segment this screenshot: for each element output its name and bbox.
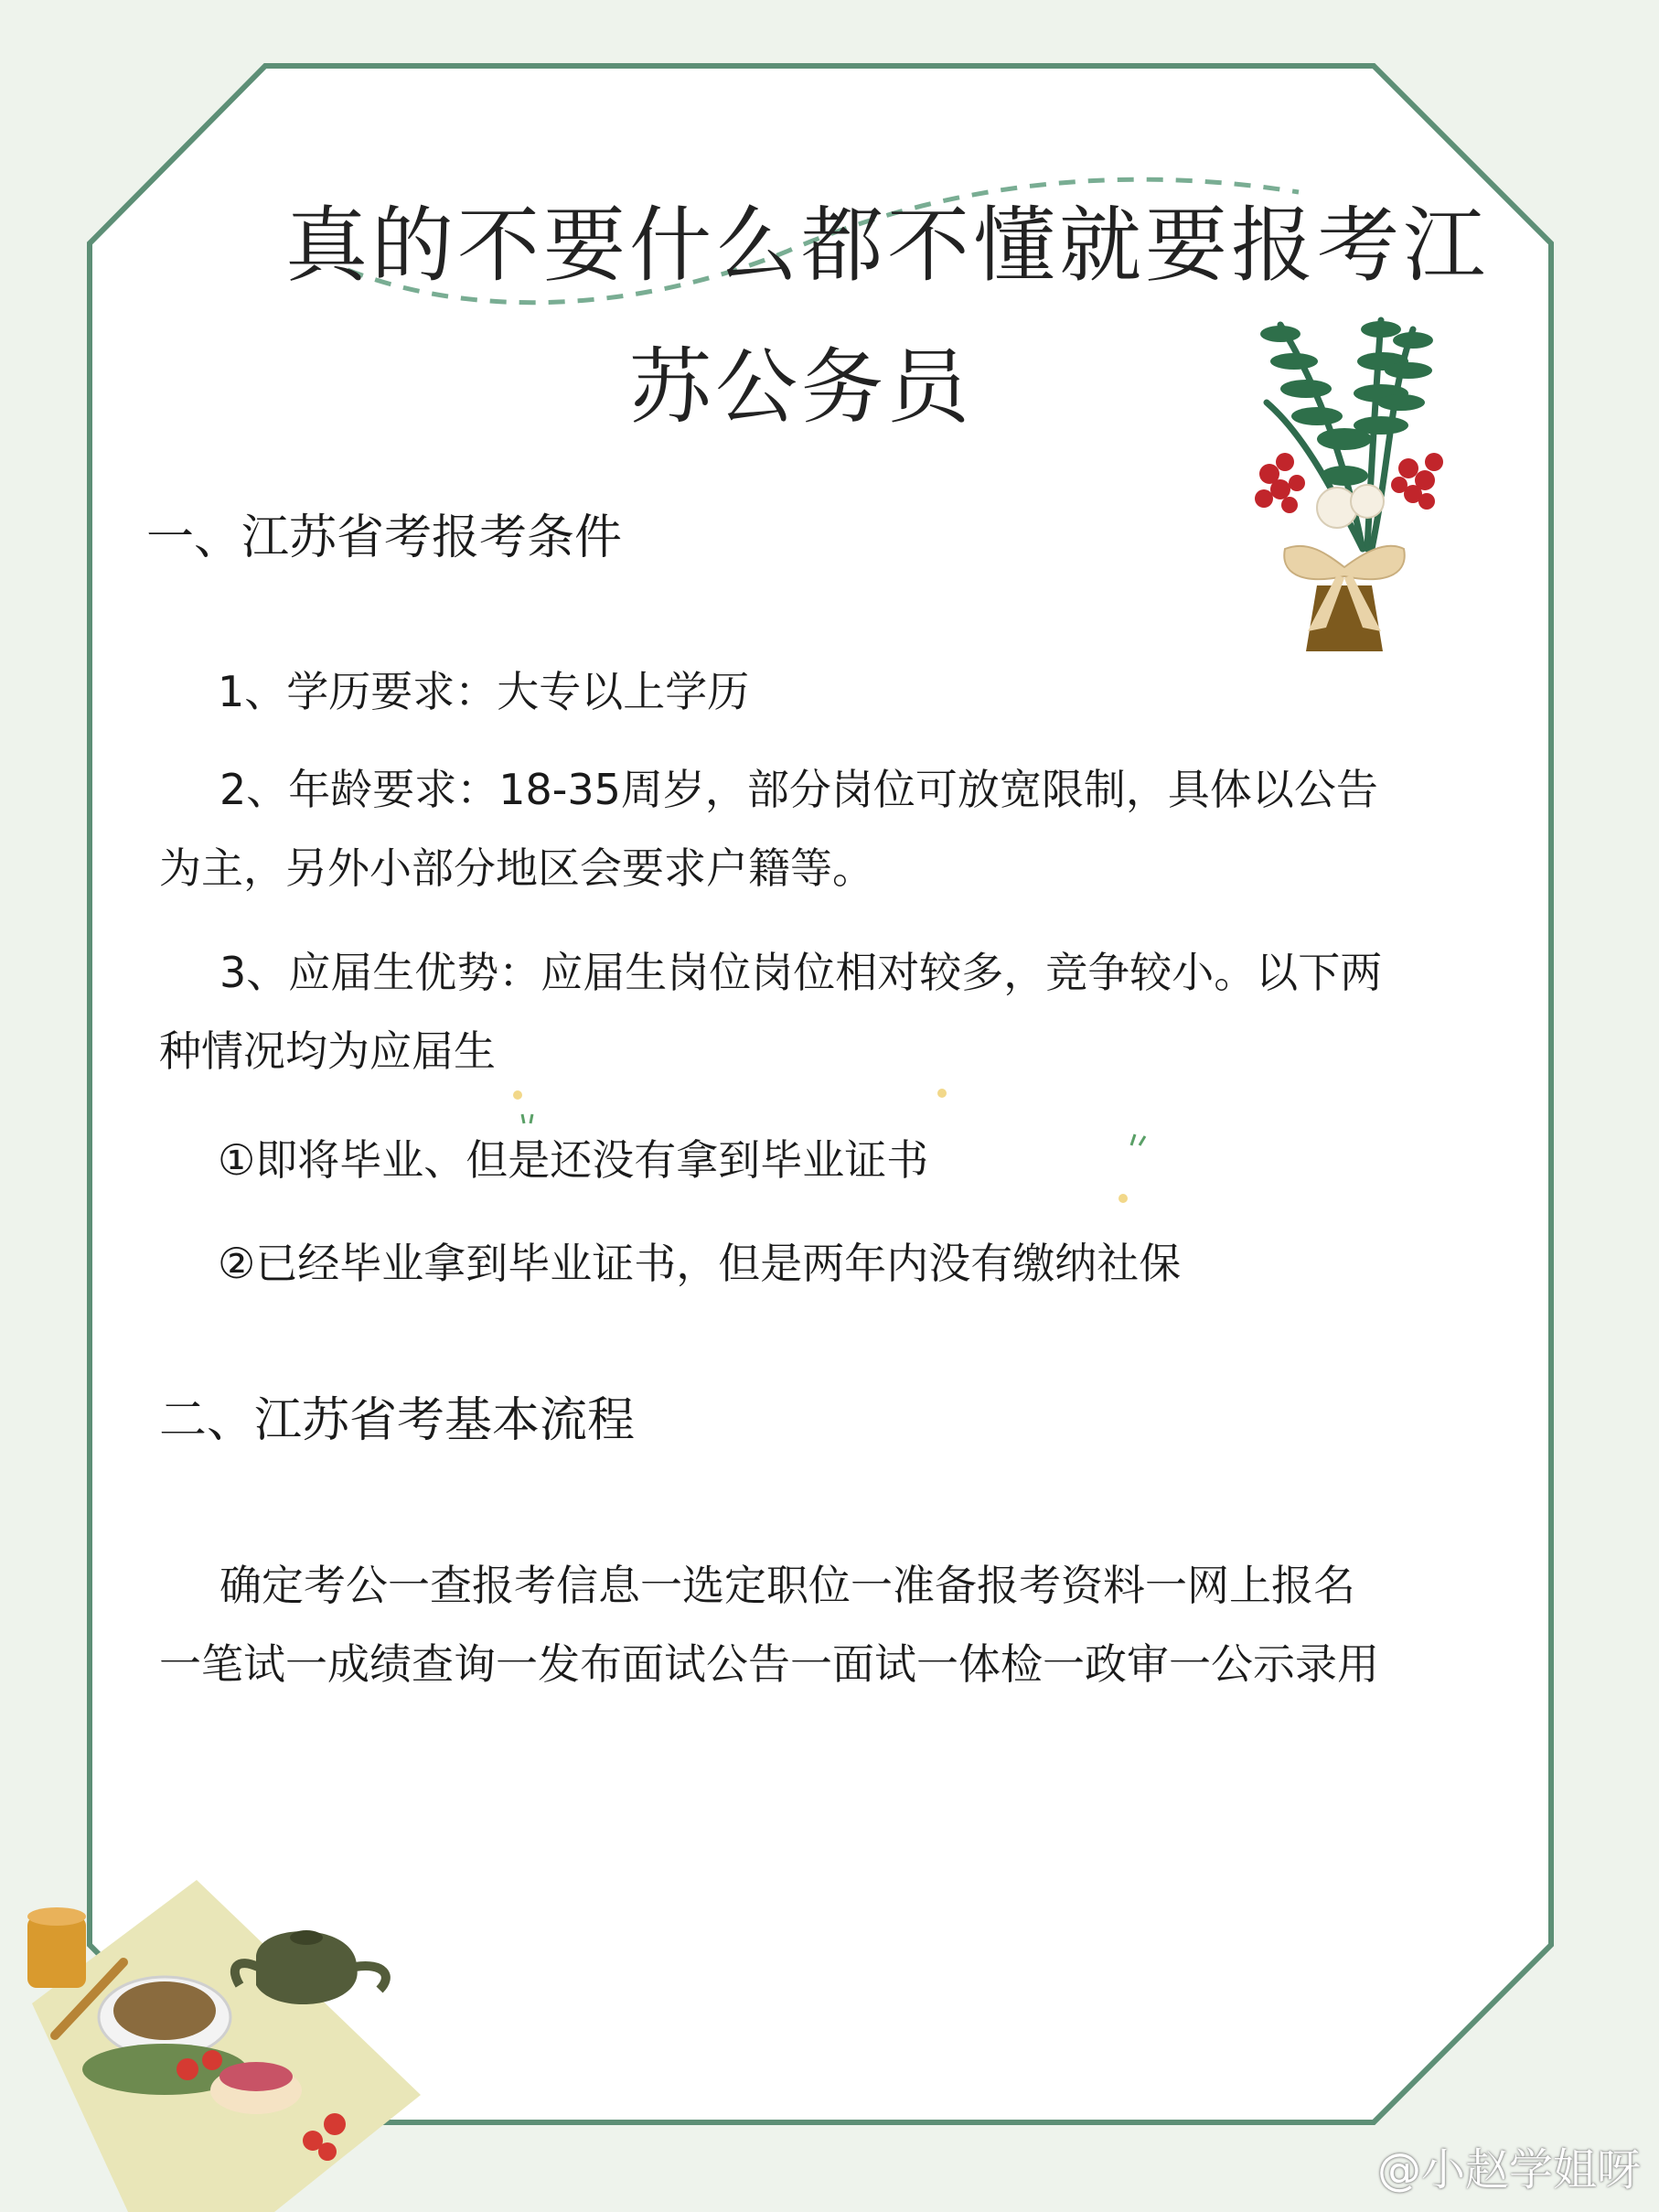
fresh-graduate-case-2: ②已经毕业拿到毕业证书，但是两年内没有缴纳社保 (218, 1239, 1182, 1288)
requirement-age: 2、年龄要求：18-35周岁，部分岗位可放宽限制，具体以公告为主，另外小部分地区会要求户籍等。 (159, 765, 1378, 893)
section1-heading: 一、江苏省考报考条件 (146, 510, 623, 565)
fresh-graduate-case-1: ①即将毕业、但是还没有拿到毕业证书 (218, 1135, 929, 1185)
watermark: @小赵学姐呀 (1376, 2144, 1641, 2196)
requirement-fresh-graduate: 3、应届生优势：应届生岗位岗位相对较多，竞争较小。以下两种情况均为应届生 (159, 948, 1383, 1076)
page-title-line-2: 苏公务员 (629, 339, 973, 435)
section2-heading: 二、江苏省考基本流程 (159, 1393, 636, 1448)
page-title-line-1: 真的不要什么都不懂就要报考江 (285, 198, 1489, 294)
requirement-education: 1、学历要求：大专以上学历 (218, 667, 750, 716)
process-steps: 确定考公一查报考信息一选定职位一准备报考资料一网上报名一笔试一成绩查询一发布面试公告一面试一体检一政审一公示录用 (159, 1561, 1379, 1689)
